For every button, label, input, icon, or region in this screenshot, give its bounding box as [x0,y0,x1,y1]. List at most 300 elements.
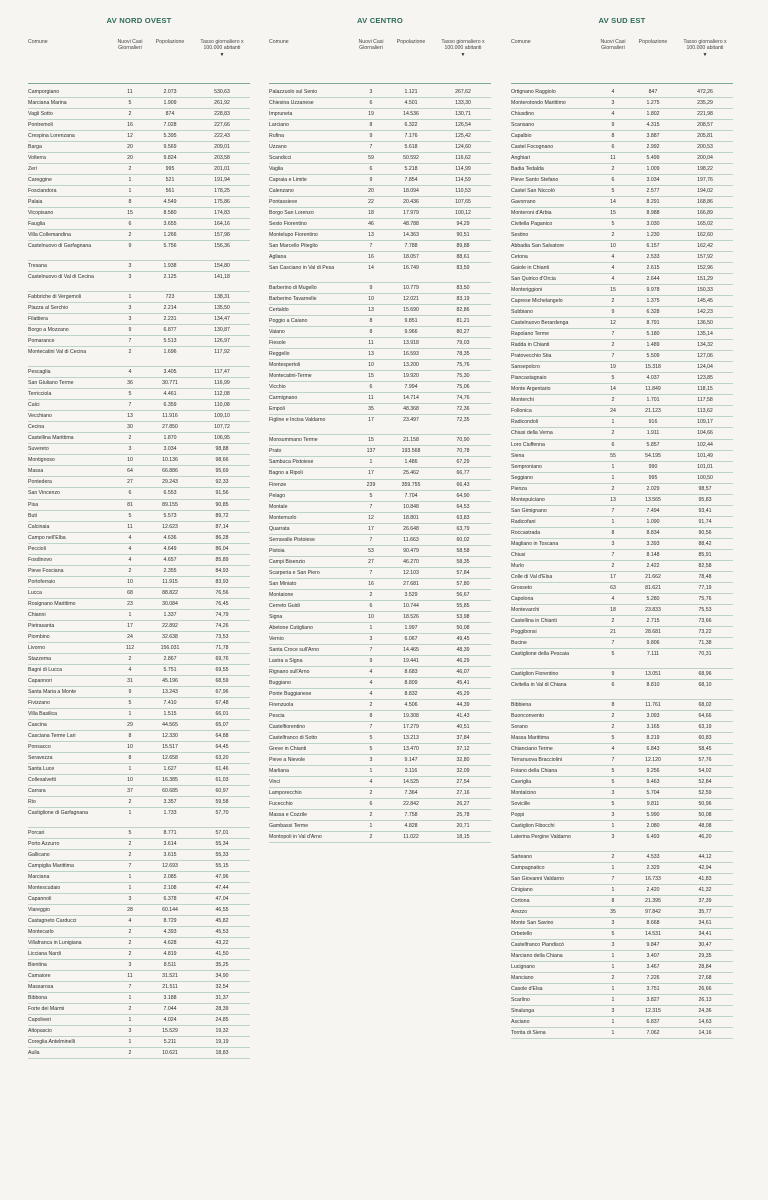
table-row [28,654,250,665]
cell-popolazione: 14.465 [403,646,419,653]
cell-popolazione: 4.657 [163,556,177,563]
cell-comune: Licciana Nardi [28,951,61,958]
cell-comune: Semproniano [511,463,542,470]
table-row [28,208,250,219]
cell-nuovi-casi: 19 [368,111,374,118]
cell-nuovi-casi: 5 [369,734,373,741]
table-row [511,951,733,962]
cell-popolazione: 44.565 [162,721,178,728]
cell-comune: Rufina [269,133,284,140]
cell-comune: San Giovanni Valdarno [511,876,564,883]
cell-popolazione: 60.144 [162,907,178,914]
cell-comune: Firenze [269,481,287,488]
header-comune: Comune [269,39,289,45]
cell-comune: Zeri [28,166,37,173]
cell-nuovi-casi: 2 [128,567,132,574]
cell-nuovi-casi: 24 [610,408,616,415]
cell-popolazione: 60.685 [162,787,178,794]
cell-popolazione: 5.280 [646,595,660,602]
table-row [269,360,491,371]
cell-tasso: 55,15 [215,862,229,869]
table-row [269,142,491,153]
cell-tasso: 75,53 [698,606,712,613]
cell-popolazione: 723 [165,294,175,301]
cell-nuovi-casi: 11 [368,340,374,347]
cell-comune: Castelfranco Piandiscò [511,942,565,949]
cell-popolazione: 26.648 [403,525,419,532]
cell-comune: Campi Bisenzio [269,558,306,565]
cell-popolazione: 2.533 [646,254,660,261]
cell-tasso: 165,02 [697,221,713,228]
cell-nuovi-casi: 4 [611,111,615,118]
cell-nuovi-casi: 4 [128,369,132,376]
cell-tasso: 35,77 [698,909,712,916]
table-row [511,962,733,973]
cell-comune: Ortignano Raggiolo [511,89,556,95]
cell-popolazione: 5.751 [163,666,177,673]
table-row [511,885,733,896]
cell-popolazione: 4.549 [163,199,177,206]
cell-popolazione: 23.833 [645,606,661,613]
cell-popolazione: 18.094 [403,188,419,195]
cell-tasso: 57,70 [215,809,229,816]
cell-nuovi-casi: 2 [611,298,615,305]
cell-tasso: 134,32 [697,342,713,349]
cell-tasso: 71,78 [215,644,229,651]
table-row [28,389,250,400]
cell-comune: Massa e Cozzile [269,811,308,818]
cell-tasso: 71,38 [698,639,712,646]
cell-comune: Anghiari [511,155,531,162]
cell-popolazione: 3.034 [646,177,660,184]
cell-comune: Piancastagnaio [511,375,547,382]
cell-tasso: 106,95 [214,435,230,442]
cell-tasso: 142,23 [697,309,713,316]
table-row [28,367,250,378]
cell-comune: San Quirico d'Orcia [511,276,556,283]
cell-tasso: 209,01 [214,144,230,151]
cell-comune: Murlo [511,562,524,569]
cell-tasso: 14,63 [698,1019,712,1026]
cell-tasso: 32,80 [456,756,470,763]
cell-tasso: 98,57 [698,485,712,492]
table-row [511,550,733,561]
cell-comune: Lucca [28,589,42,596]
cell-nuovi-casi: 46 [368,221,374,228]
cell-nuovi-casi: 10 [127,743,133,750]
cell-popolazione: 28.681 [645,628,661,635]
cell-popolazione: 8.810 [646,681,660,688]
cell-comune: Poppi [511,811,525,818]
cell-popolazione: 4.533 [646,854,660,860]
table-row [269,219,491,230]
cell-popolazione: 8.683 [404,668,418,675]
table-row [269,623,491,634]
table-row [28,336,250,347]
cell-tasso: 42,94 [698,865,712,872]
cell-popolazione: 3.030 [646,221,660,228]
table-body [511,87,733,1039]
cell-comune: Montalcino [511,789,537,796]
cell-comune: Castiglion Fibocchi [511,822,555,829]
cell-comune: Larciano [269,122,289,129]
cell-comune: Santa Maria a Monte [28,688,77,695]
cell-popolazione: 7.788 [404,243,418,250]
cell-popolazione: 7.364 [404,789,418,796]
cell-comune: Poggibonsi [511,628,537,635]
section-title: AV NORD OVEST [106,16,172,25]
cell-popolazione: 1.938 [163,263,177,270]
cell-nuovi-casi: 3 [369,635,373,642]
cell-comune: Montespertoli [269,362,301,369]
cell-tasso: 168,86 [697,199,713,206]
header-comune: Comune [28,39,48,45]
cell-popolazione: 2.867 [163,655,177,662]
cell-nuovi-casi: 9 [128,327,132,334]
cell-tasso: 88,61 [456,254,470,261]
cell-comune: Capraia e Limite [269,177,307,184]
cell-comune: San Vincenzo [28,490,60,497]
cell-nuovi-casi: 5 [128,829,132,836]
table-row [511,918,733,929]
cell-popolazione: 10.744 [403,602,419,609]
table-row [28,775,250,786]
cell-comune: Montopoli in Val d'Arno [269,834,322,840]
cell-tasso: 175,86 [214,199,230,206]
table-row [511,810,733,821]
cell-tasso: 44,12 [698,854,712,860]
cell-comune: Civitella Paganico [511,221,553,228]
cell-nuovi-casi: 2 [128,1006,132,1013]
cell-nuovi-casi: 53 [368,547,374,554]
cell-popolazione: 3.655 [163,221,177,228]
cell-nuovi-casi: 27 [368,558,374,565]
table-row [511,561,733,572]
cell-comune: Massarosa [28,984,54,991]
cell-tasso: 227,66 [214,122,230,129]
table-row [28,665,250,676]
cell-popolazione: 6.843 [646,745,660,752]
cell-comune: Lastra a Signa [269,657,303,664]
cell-tasso: 109,17 [697,419,713,426]
cell-tasso: 98,88 [215,446,229,453]
cell-nuovi-casi: 1 [128,885,132,892]
cell-comune: Pescaglia [28,369,51,376]
cell-nuovi-casi: 1 [128,294,132,301]
table-row [28,960,250,971]
cell-tasso: 63,83 [456,514,470,521]
table-row [28,347,250,367]
cell-popolazione: 1.275 [646,100,660,107]
sort-desc-icon[interactable]: ▼ [460,52,466,59]
cell-tasso: 46,07 [456,668,470,675]
cell-nuovi-casi: 7 [369,503,373,510]
cell-popolazione: 7.062 [646,1030,660,1037]
cell-nuovi-casi: 9 [369,657,373,664]
cell-tasso: 27,54 [456,778,470,785]
cell-tasso: 125,42 [455,133,471,140]
cell-popolazione: 4.024 [163,1017,177,1024]
cell-comune: Stazzema [28,655,52,662]
cell-popolazione: 29.243 [162,479,178,486]
cell-comune: Monterotondo Marittimo [511,100,566,107]
cell-popolazione: 9.824 [163,155,177,162]
table-row [28,314,250,325]
cell-popolazione: 6.837 [646,1019,660,1026]
cell-comune: Torrita di Siena [511,1030,546,1037]
table-row [28,261,250,272]
cell-nuovi-casi: 2 [611,430,615,437]
cell-nuovi-casi: 1 [128,177,132,184]
cell-nuovi-casi: 2 [128,166,132,173]
cell-popolazione: 19.920 [403,373,419,380]
cell-nuovi-casi: 8 [128,754,132,761]
cell-comune: Fabbriche di Vergemoli [28,294,82,301]
cell-comune: Rosignano Marittimo [28,600,76,607]
cell-popolazione: 2.992 [646,144,660,151]
table-row [511,440,733,451]
cell-comune: Quarrata [269,525,290,532]
cell-comune: Chiusdino [511,111,535,118]
table-row [511,142,733,153]
cell-comune: Buonconvento [511,712,545,719]
table-row [511,351,733,362]
cell-comune: Porto Azzurro [28,840,60,847]
cell-comune: San Giuliano Terme [28,380,74,387]
cell-popolazione: 3.407 [646,953,660,960]
table-row [269,689,491,700]
cell-tasso: 81,21 [456,318,470,325]
cell-popolazione: 14.363 [403,232,419,239]
cell-nuovi-casi: 7 [369,646,373,653]
cell-comune: Castelnuovo di Garfagnana [28,243,92,250]
cell-comune: Montevarchi [511,606,540,613]
cell-popolazione: 22.892 [162,622,178,629]
table-row [511,395,733,406]
cell-tasso: 64,66 [698,712,712,719]
cell-tasso: 89,72 [215,512,229,519]
cell-nuovi-casi: 2 [128,111,132,118]
cell-popolazione: 8.668 [646,920,660,927]
table-row [511,680,733,700]
cell-comune: Signa [269,613,283,620]
cell-tasso: 18,15 [456,834,470,840]
cell-nuovi-casi: 3 [611,789,615,796]
cell-comune: Castelfranco di Sotto [269,734,318,741]
cell-comune: Barga [28,144,42,151]
cell-popolazione: 21.511 [162,984,178,991]
cell-popolazione: 13.918 [403,340,419,347]
cell-popolazione: 13.565 [645,496,661,503]
cell-tasso: 65,07 [215,721,229,728]
cell-tasso: 85,91 [698,551,712,558]
cell-nuovi-casi: 4 [611,276,615,283]
cell-popolazione: 6.378 [163,896,177,903]
cell-nuovi-casi: 7 [611,876,615,883]
cell-comune: Campo nell'Elba [28,534,66,541]
table-row [269,722,491,733]
table-row [269,371,491,382]
cell-nuovi-casi: 1 [369,459,373,466]
cell-comune: Orbetello [511,931,533,938]
cell-popolazione: 2.577 [646,188,660,195]
cell-comune: Barberino di Mugello [269,285,317,292]
table-row [28,522,250,533]
cell-comune: Pontremoli [28,122,53,129]
cell-nuovi-casi: 15 [610,287,616,294]
table-row [269,502,491,513]
cell-popolazione: 15.529 [162,1028,178,1035]
cell-comune: Rapolano Terme [511,331,549,338]
cell-popolazione: 1.997 [404,624,418,631]
cell-comune: Pieve Fosciana [28,567,64,574]
table-row [511,329,733,340]
cell-nuovi-casi: 15 [127,210,133,217]
cell-nuovi-casi: 20 [127,144,133,151]
cell-comune: Montescudaio [28,885,61,892]
cell-comune: Carmignano [269,395,298,402]
cell-popolazione: 5.618 [404,144,418,151]
cell-nuovi-casi: 8 [369,122,373,129]
table-row [511,700,733,711]
header-nuovi-casi: Nuovi Casi Giornalieri [358,39,384,52]
cell-tasso: 46,29 [456,657,470,664]
cell-comune: Sesto Fiorentino [269,221,307,228]
cell-popolazione: 5.509 [646,353,660,360]
cell-tasso: 116,99 [214,380,230,387]
table-row [28,87,250,98]
cell-comune: San Gimignano [511,507,547,514]
cell-nuovi-casi: 6 [369,166,373,173]
cell-nuovi-casi: 5 [611,931,615,938]
cell-tasso: 41,83 [698,876,712,883]
cell-tasso: 197,76 [697,177,713,184]
cell-tasso: 92,33 [215,479,229,486]
cell-popolazione: 13.200 [403,362,419,369]
cell-comune: Monterchi [511,397,534,404]
cell-popolazione: 3.188 [163,995,177,1002]
cell-nuovi-casi: 4 [611,595,615,602]
cell-tasso: 32,09 [456,767,470,774]
table-row [511,164,733,175]
cell-tasso: 45,29 [456,690,470,697]
cell-tasso: 61,46 [215,765,229,772]
cell-nuovi-casi: 1 [611,997,615,1004]
table-row [269,435,491,446]
cell-tasso: 157,92 [697,254,713,261]
cell-tasso: 70,90 [456,437,470,444]
cell-comune: Lamporecchio [269,789,302,796]
cell-tasso: 31,37 [215,995,229,1002]
table-row [28,949,250,960]
table-row [28,230,250,241]
cell-nuovi-casi: 10 [368,613,374,620]
cell-nuovi-casi: 11 [127,973,133,980]
cell-nuovi-casi: 21 [610,628,616,635]
table-row [28,488,250,499]
cell-popolazione: 359.755 [401,481,421,488]
cell-tasso: 35,25 [215,962,229,969]
cell-tasso: 73,66 [698,617,712,624]
cell-nuovi-casi: 1 [128,995,132,1002]
cell-nuovi-casi: 1 [611,463,615,470]
cell-nuovi-casi: 2 [369,701,373,708]
table-row [28,219,250,230]
cell-tasso: 67,48 [215,699,229,706]
cell-comune: Scandicci [269,155,292,162]
sort-desc-icon[interactable]: ▼ [702,52,708,59]
cell-comune: Buti [28,512,37,519]
cell-nuovi-casi: 7 [128,984,132,991]
cell-comune: Bibbona [28,995,48,1002]
cell-tasso: 90,85 [215,501,229,508]
table-row [269,480,491,491]
cell-comune: Montemurlo [269,514,297,521]
cell-popolazione: 4.501 [404,100,418,107]
cell-nuovi-casi: 7 [611,551,615,558]
cell-popolazione: 16.385 [162,776,178,783]
cell-tasso: 235,29 [697,100,713,107]
cell-comune: Marciana Marina [28,100,67,107]
table-body [269,87,491,843]
cell-nuovi-casi: 1 [611,1019,615,1026]
cell-comune: Sestino [511,232,529,239]
table-row [269,788,491,799]
cell-popolazione: 9.966 [404,329,418,336]
table-row [28,1026,250,1037]
cell-comune: Villa Collemandina [28,232,71,239]
cell-tasso: 124,04 [697,364,713,371]
cell-popolazione: 4.393 [163,929,177,936]
table-row [269,513,491,524]
cell-popolazione: 5.513 [163,338,177,345]
cell-nuovi-casi: 1 [128,874,132,880]
sort-desc-icon[interactable]: ▼ [219,52,225,59]
table-row [511,649,733,669]
cell-popolazione: 17.279 [403,723,419,730]
cell-popolazione: 2.329 [646,865,660,872]
table-row [28,500,250,511]
table-row [511,462,733,473]
cell-nuovi-casi: 1 [611,887,615,894]
cell-nuovi-casi: 2 [128,929,132,936]
cell-popolazione: 15.517 [162,743,178,750]
cell-comune: Montelupo Fiorentino [269,232,318,239]
cell-nuovi-casi: 8 [611,898,615,905]
cell-nuovi-casi: 7 [611,353,615,360]
table-row [28,303,250,314]
table-row [269,678,491,689]
cell-popolazione: 2.029 [646,485,660,492]
cell-nuovi-casi: 5 [369,745,373,752]
cell-popolazione: 90.479 [403,547,419,554]
cell-popolazione: 6.359 [163,402,177,409]
table-row [511,230,733,241]
cell-nuovi-casi: 5 [611,800,615,807]
table-row [269,711,491,722]
table-row [511,98,733,109]
cell-tasso: 124,60 [455,144,471,151]
cell-comune: Campagnatico [511,865,545,872]
table-row [269,645,491,656]
cell-comune: Empoli [269,406,285,413]
cell-popolazione: 521 [165,177,175,184]
cell-popolazione: 13.470 [403,745,419,752]
table-row [28,197,250,208]
cell-tasso: 18,83 [215,1050,229,1057]
cell-tasso: 86,28 [215,534,229,541]
cell-nuovi-casi: 2 [611,723,615,730]
